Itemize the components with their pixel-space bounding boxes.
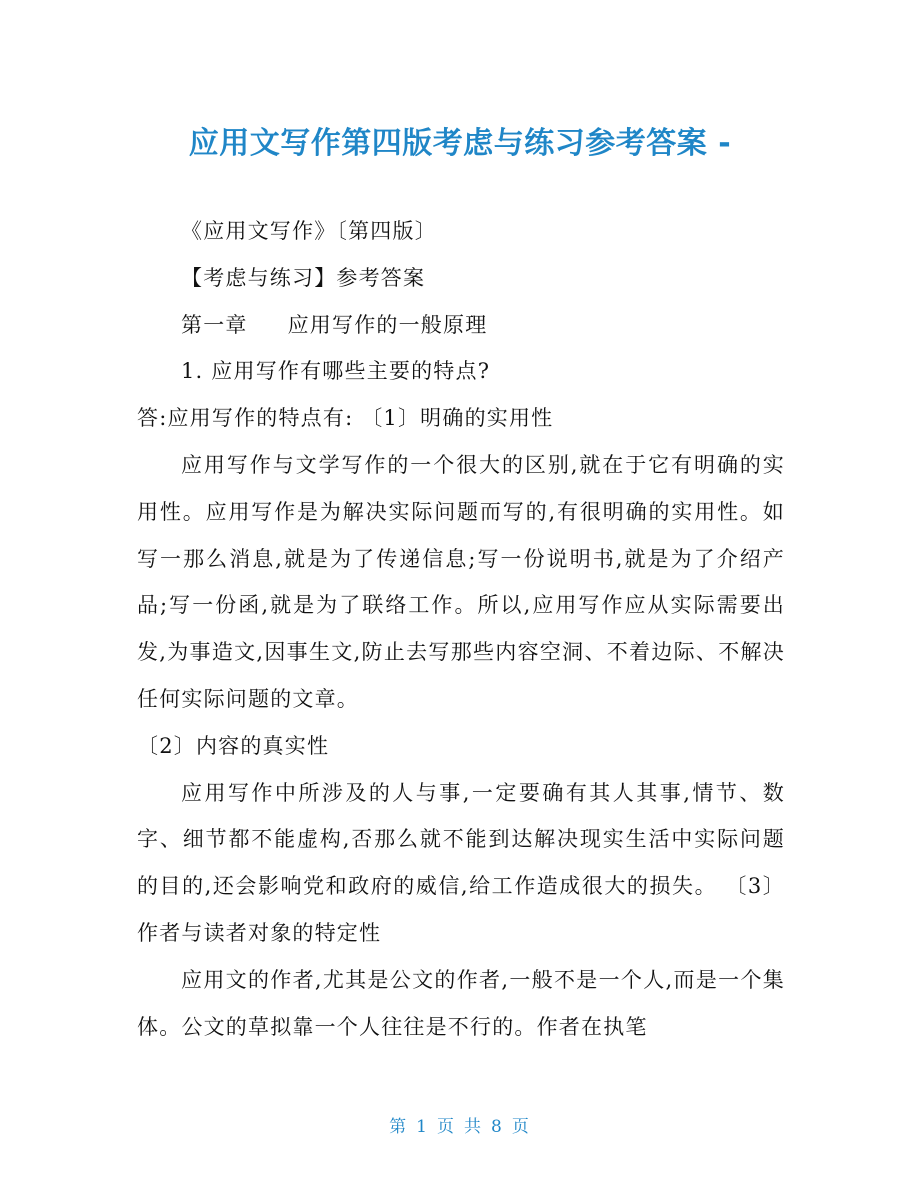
answer-intro: 答:应用写作的特点有: 〔1〕明确的实用性 [137,406,554,431]
chapter-title: 应用写作的一般原理 [287,312,488,337]
chapter-heading [137,302,785,349]
document-title: 应用文写作第四版考虑与练习参考答案 - [188,126,732,161]
paragraph-practicality: 应用写作与文学写作的一个很大的区别,就在于它有明确的实用性。应用写作是为解决实际问题而写的,有很明确的实用性。如写一那么消息,就是为了传递信息;写一份说明书,就是为了介绍产品;写一份函,就是为了联络工作。所以,应用写作应从实际需要出发,为事造文,因事生文,防止去写那些内容空洞、不着边际、不解决任何实际问题的文章。 [137,452,785,711]
page-footer [0,1112,920,1137]
total-unit: 页 [511,1117,531,1137]
document-body [137,208,785,1050]
total-pages: 8 [491,1117,504,1137]
total-label: 共 [464,1117,483,1137]
question-1: 1. 应用写作有哪些主要的特点? [181,359,491,384]
point-2-heading: 〔2〕内容的真实性 [137,733,330,758]
book-title-line: 《应用文写作》〔第四版〕 [181,219,437,243]
section-heading: 【考虑与练习】参考答案 [181,265,426,290]
page-number: 1 [416,1117,429,1137]
paragraph-truthfulness: 应用写作中所涉及的人与事,一定要确有其人其事,情节、数字、细节都不能虚构,否那么就不能到达解决现实生活中实际问题的目的,还会影响党和政府的威信,给工作造成很大的损失。 〔3〕作者与读者对象的特定性 [137,780,785,945]
chapter-label: 第一章 [181,312,248,337]
page-unit: 页 [437,1117,456,1137]
page-label: 第 [389,1117,409,1137]
paragraph-authorship: 应用文的作者,尤其是公文的作者,一般不是一个人,而是一个集体。公文的草拟靠一个人往往是不行的。作者在执笔 [137,967,785,1039]
